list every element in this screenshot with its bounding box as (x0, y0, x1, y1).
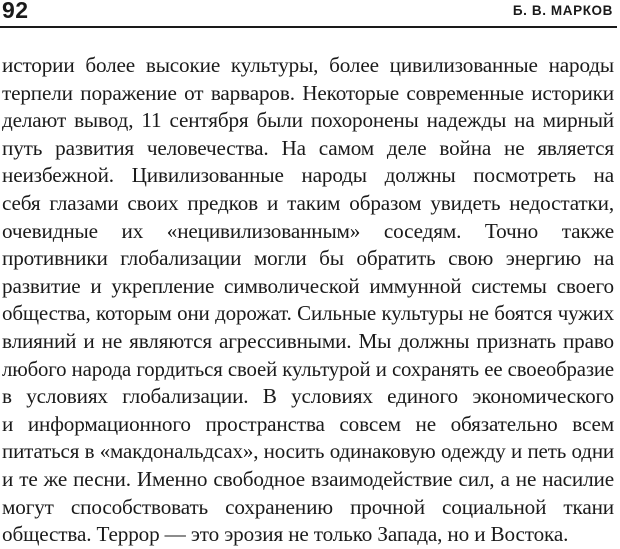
text-line: развитие и укрепление символической иммунной системы своего (2, 273, 614, 298)
text-line: в условиях глобализации. В условиях единого экономического (2, 384, 614, 409)
text-line: и информационного пространства совсем не обязательно всем (2, 411, 614, 436)
text-line: истории более высокие культуры, более цивилизованные народы (2, 53, 614, 77)
text-line: общества. Террор — это эрозия не только Запада, но и Востока. (2, 522, 569, 547)
text-line: себя глазами своих предков и таким образом увидеть недостатки, (2, 190, 614, 215)
text-line: делают вывод, 11 сентября были похоронены надежды на мирный (2, 108, 614, 133)
text-line: любого народа гордиться своей культурой и сохранять ее своеобразие (2, 357, 614, 381)
text-line: терпели поражение от варваров. Некоторые современные историки (2, 80, 614, 105)
text-line: и те же песни. Именно свободное взаимодействие сил, а не насилие (2, 466, 614, 491)
text-line: путь развития человечества. На самом деле война не является (2, 135, 614, 160)
text-line: могут способствовать сохранению прочной социальной ткани (2, 494, 614, 519)
text-line: влияний и не являются агрессивными. Мы должны признать право (2, 328, 614, 353)
page-number: 92 (2, 0, 29, 23)
running-head-author: Б. В. МАРКОВ (512, 3, 613, 18)
text-line: очевидные их «нецивилизованным» соседям. Точно также (2, 218, 614, 243)
text-line: общества, которым они дорожат. Сильные культуры не боятся чужих (2, 301, 614, 326)
text-line: питаться в «макдональдсах», носить одинаковую одежду и петь одни (2, 439, 614, 464)
header-rule (0, 26, 617, 28)
text-line: противники глобализации могли бы обратить свою энергию на (2, 246, 614, 271)
body-paragraph (2, 52, 614, 549)
page-header (0, 0, 617, 30)
text-line: неизбежной. Цивилизованные народы должны посмотреть на (2, 163, 614, 188)
